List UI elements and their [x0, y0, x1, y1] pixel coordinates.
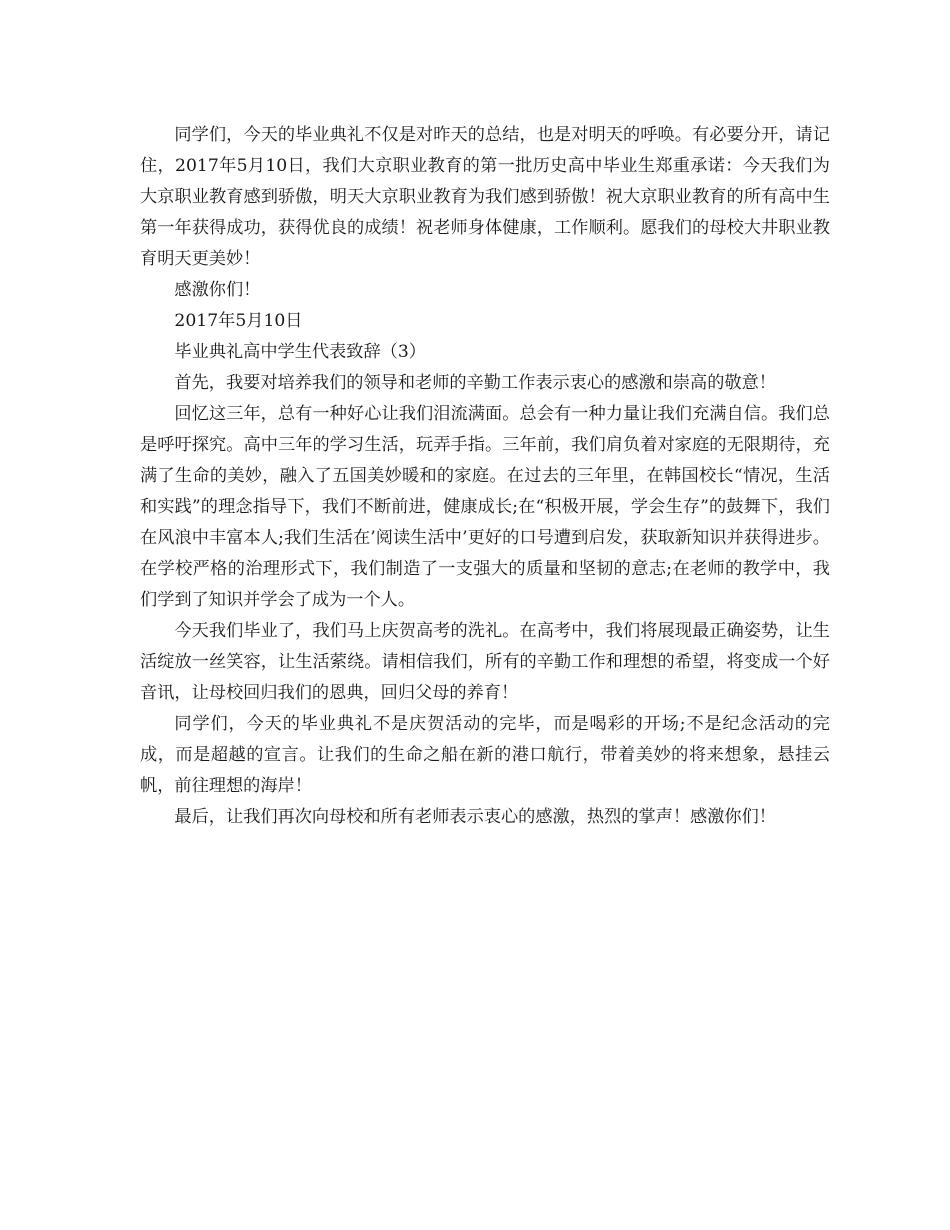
paragraph-closing-wishes: 同学们，今天的毕业典礼不仅是对昨天的总结，也是对明天的呼唤。有必要分开，请记住，2017年5月10日，我们大京职业教育的第一批历史高中毕业生郑重承诺：今天我们为大京职业教育感到骄傲，明天大京职业教育为我们感到骄傲！祝大京职业教育的所有高中生第一年获得成功，获得优良的成绩！祝老师身体健康，工作顺利。愿我们的母校大井职业教育明天更美妙！ [140, 125, 830, 269]
paragraph-thanks: 感激你们！ [174, 280, 261, 300]
document-body [140, 120, 830, 833]
paragraph-graduation: 今天我们毕业了，我们马上庆贺高考的洗礼。在高考中，我们将展现最正确姿势，让生活绽放一丝笑容，让生活萦绕。请相信我们，所有的辛勤工作和理想的希望，将变成一个好音讯，让母校回归我们的恩典，回归父母的养育！ [140, 621, 830, 703]
paragraph-gratitude: 首先，我要对培养我们的领导和老师的辛勤工作表示衷心的感激和崇高的敬意！ [174, 373, 776, 393]
paragraph-final-thanks: 最后，让我们再次向母校和所有老师表示衷心的感激，热烈的掌声！感激你们！ [174, 807, 776, 827]
paragraph-new-start: 同学们，今天的毕业典礼不是庆贺活动的完毕，而是喝彩的开场;不是纪念活动的完成，而是超越的宣言。让我们的生命之船在新的港口航行，带着美妙的将来想象，悬挂云帆，前往理想的海岸！ [140, 714, 830, 796]
paragraph-date: 2017年5月10日 [174, 311, 303, 331]
paragraph-memories: 回忆这三年，总有一种好心让我们泪流满面。总会有一种力量让我们充满自信。我们总是呼吁探究。高中三年的学习生活，玩弄手指。三年前，我们肩负着对家庭的无限期待，充满了生命的美妙，融入了五国美妙暖和的家庭。在过去的三年里，在韩国校长“情况，生活和实践”的理念指导下，我们不断前进，健康成长;在“积极开展，学会生存”的鼓舞下，我们在风浪中丰富本人;我们生活在’阅读生活中’更好的口号遭到启发，获取新知识并获得进步。在学校严格的治理形式下，我们制造了一支强大的质量和坚韧的意志;在老师的教学中，我们学到了知识并学会了成为一个人。 [140, 404, 830, 610]
section-heading: 毕业典礼高中学生代表致辞（3） [174, 342, 426, 362]
